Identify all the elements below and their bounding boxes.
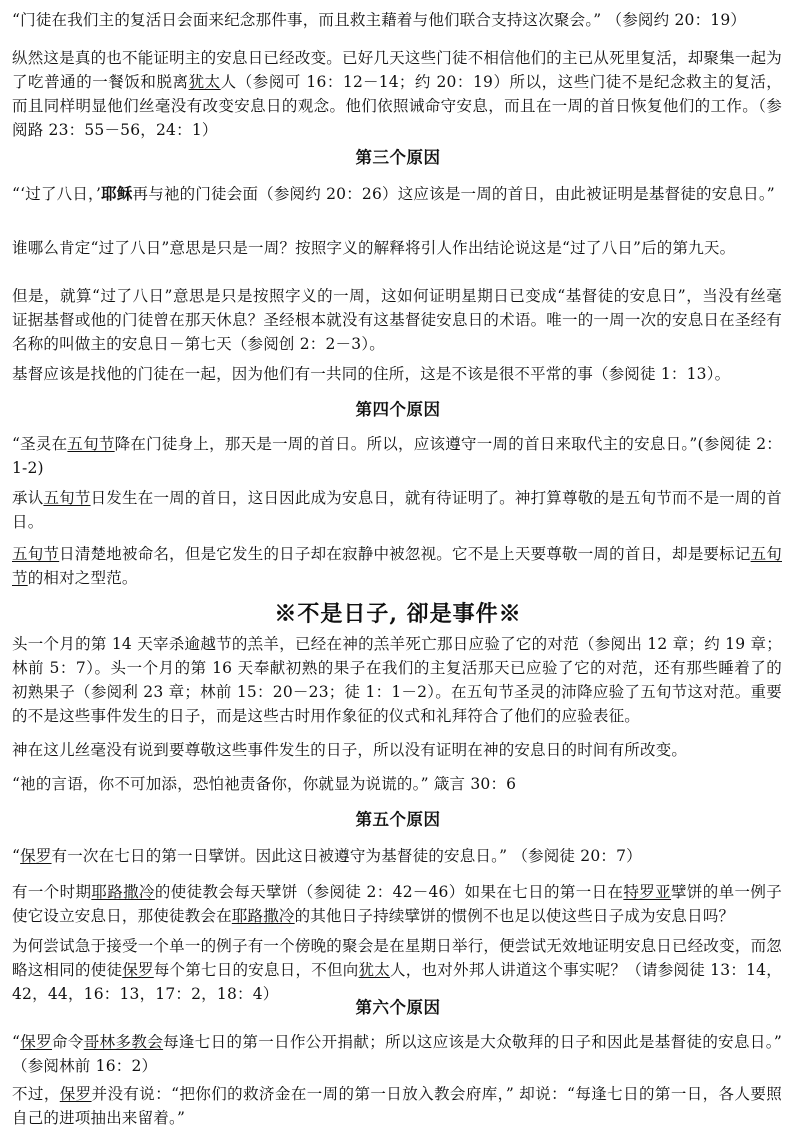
section-heading: 第六个原因 xyxy=(355,998,441,1017)
underlined-name: 五旬节 xyxy=(67,435,115,453)
text-run: 人（参阅可 16：12－14；约 20：19）所以，这些门徒不是纪念救主的复活，而且同样明显他们丝毫没有改变安息日的观念。他们依照诫命守安息，而且在一周的首日恢复他们的工作。（参阅路 23：55－56，24：1） xyxy=(12,73,782,139)
paragraph xyxy=(12,362,782,386)
text-run: “门徒在我们主的复活日会面来纪念那件事，而且救主藉着与他们联合支持这次聚会。” （参阅约 20：19） xyxy=(12,11,747,29)
text-run: “‘过了八日，’ xyxy=(12,185,102,203)
text-run: 神在这儿丝毫没有说到要尊敬这些事件发生的日子，所以没有证明在神的安息日的时间有所改变。 xyxy=(12,741,688,759)
paragraph xyxy=(12,46,782,142)
text-run: 有一次在七日的第一日擘饼。因此这日被遵守为基督徒的安息日。” （参阅徒 20：7） xyxy=(51,847,642,865)
text-run: “祂的言语，你不可加添，恐怕祂责备你，你就显为说谎的。” 箴言 30：6 xyxy=(12,775,517,793)
text-run: 承认 xyxy=(12,489,44,507)
paragraph xyxy=(12,542,782,590)
paragraph xyxy=(12,284,782,356)
text-run: 为何尝试急于接受一个单一的例子有一个傍晚的聚会是在星期日举行，便尝试无效地证明安息日已经改变，而忽略这相同的使徒 xyxy=(12,937,782,979)
underlined-name: 保罗 xyxy=(20,1033,53,1051)
text-run: 有一个时期 xyxy=(12,883,92,901)
text-run: 的其他日子持续擘饼的惯例不也足以使这些日子成为安息日吗？ xyxy=(294,907,735,925)
text-run: 每个第七日的安息日，不但向 xyxy=(153,961,359,979)
text-run: 并没有说：“把你们的救济金在一周的第一日放入教会府库，” 却说：“每逢七日的第一日，各人要照自己的进项抽出来留着。” xyxy=(12,1085,782,1127)
text-run: “ xyxy=(12,1033,21,1051)
text-run: 擘饼的单一例子使它设立安息日，那使徒教会在 xyxy=(12,883,782,925)
section-heading: ※不是日子, 卻是事件※ xyxy=(274,601,522,627)
text-run: 谁哪么肯定“过了八日”意思是只是一周？按照字义的解释将引人作出结论说这是“过了八日”后的第九天。 xyxy=(12,239,736,257)
section-heading: 第四个原因 xyxy=(355,400,441,419)
underlined-name: 保罗 xyxy=(20,847,52,865)
underlined-name: 特罗亚 xyxy=(623,883,672,901)
text-run: 再与祂的门徒会面（参阅约 20：26）这应该是一周的首日，由此被证明是基督徒的安息日。” xyxy=(132,185,775,203)
text-run: 的使徒教会每天擘饼（参阅徒 2：42－46）如果在七日的第一日在 xyxy=(154,883,624,901)
underlined-name: 保罗 xyxy=(122,961,154,979)
text-run: “圣灵在 xyxy=(12,435,68,453)
paragraph xyxy=(12,182,782,206)
paragraph xyxy=(12,8,782,32)
underlined-name: 哥林多教会 xyxy=(83,1033,164,1051)
paragraph xyxy=(12,632,782,728)
underlined-name: 犹太 xyxy=(188,73,221,91)
paragraph xyxy=(12,880,782,928)
text-run: 每逢七日的第一日作公开捐献；所以这应该是大众敬拜的日子和因此是基督徒的安息日。” （参阅林前 16：2） xyxy=(12,1033,782,1075)
text-run: 日清楚地被命名，但是它发生的日子却在寂静中被忽视。它不是上天要尊敬一周的首日，却是要标记 xyxy=(59,545,751,563)
underlined-name: 保罗 xyxy=(59,1085,92,1103)
underlined-name: 耶路撒冷 xyxy=(91,883,155,901)
text-run: 基督应该是找他的门徒在一起，因为他们有一共同的住所，这是不该是很不平常的事（参阅徒 1：13）。 xyxy=(12,365,731,383)
paragraph xyxy=(12,432,782,480)
underlined-name: 五旬节 xyxy=(12,545,60,563)
paragraph xyxy=(12,1030,782,1078)
text-run: 纵然这是真的也不能证明主的安息日已经改变。已好几天这些门徒不相信他们的主已从死里复活，却聚集一起为了吃普通的一餐饭和脱离 xyxy=(12,49,782,91)
text-run: 不过， xyxy=(12,1085,60,1103)
text-run: 人，也对外邦人讲道这个事实呢？（请参阅徒 13：14，42，44，16：13，17：2，18：4） xyxy=(12,961,782,1003)
text-run: 日发生在一周的首日，这日因此成为安息日，就有待证明了。神打算尊敬的是五旬节而不是一周的首日。 xyxy=(12,489,782,531)
text-run: 命令 xyxy=(52,1033,84,1051)
text-run: 降在门徒身上，那天是一周的首日。所以，应该遵守一周的首日来取代主的安息日。”(参阅徒 2：1-2) xyxy=(12,435,782,477)
underlined-name: 五旬节 xyxy=(12,545,782,587)
paragraph xyxy=(12,486,782,534)
paragraph xyxy=(12,844,782,868)
section-heading: 第三个原因 xyxy=(355,148,441,167)
text-run: 头一个月的第 14 天宰杀逾越节的羔羊，已经在神的羔羊死亡那日应验了它的对范（参阅出 12 章；约 19 章；林前 5：7）。头一个月的第 16 天奉献初熟的果子在我们的主复活那天已应验了它的对范，还有那些睡着了的初熟果子（参阅利 23 章；林前 15：20－23；徒 1：1－2）。在五旬节圣灵的沛降应验了五旬节这对范。重要的不是这些事件发生的日子，而是这些古时用作象征的仪式和礼拜符合了他们的应验表征。 xyxy=(12,635,782,725)
text-run: “ xyxy=(12,847,21,865)
paragraph xyxy=(12,738,782,762)
bold-text: 耶稣 xyxy=(101,184,133,203)
text-run: 但是，就算“过了八日”意思是只是按照字义的一周，这如何证明星期日已变成“基督徒的安息日”，当没有丝毫证据基督或他的门徒曾在那天休息？圣经根本就没有这基督徒安息日的术语。唯一的一周一次的安息日在圣经有名称的叫做主的安息日－第七天（参阅创 2：2－3）。 xyxy=(12,287,782,353)
text-run: 的相对之型范。 xyxy=(27,569,138,587)
paragraph xyxy=(12,1082,782,1130)
underlined-name: 五旬节 xyxy=(43,489,91,507)
underlined-name: 犹太 xyxy=(358,961,390,979)
paragraph xyxy=(12,772,782,796)
underlined-name: 耶路撒冷 xyxy=(231,907,295,925)
section-heading: 第五个原因 xyxy=(355,810,441,829)
paragraph xyxy=(12,236,782,260)
